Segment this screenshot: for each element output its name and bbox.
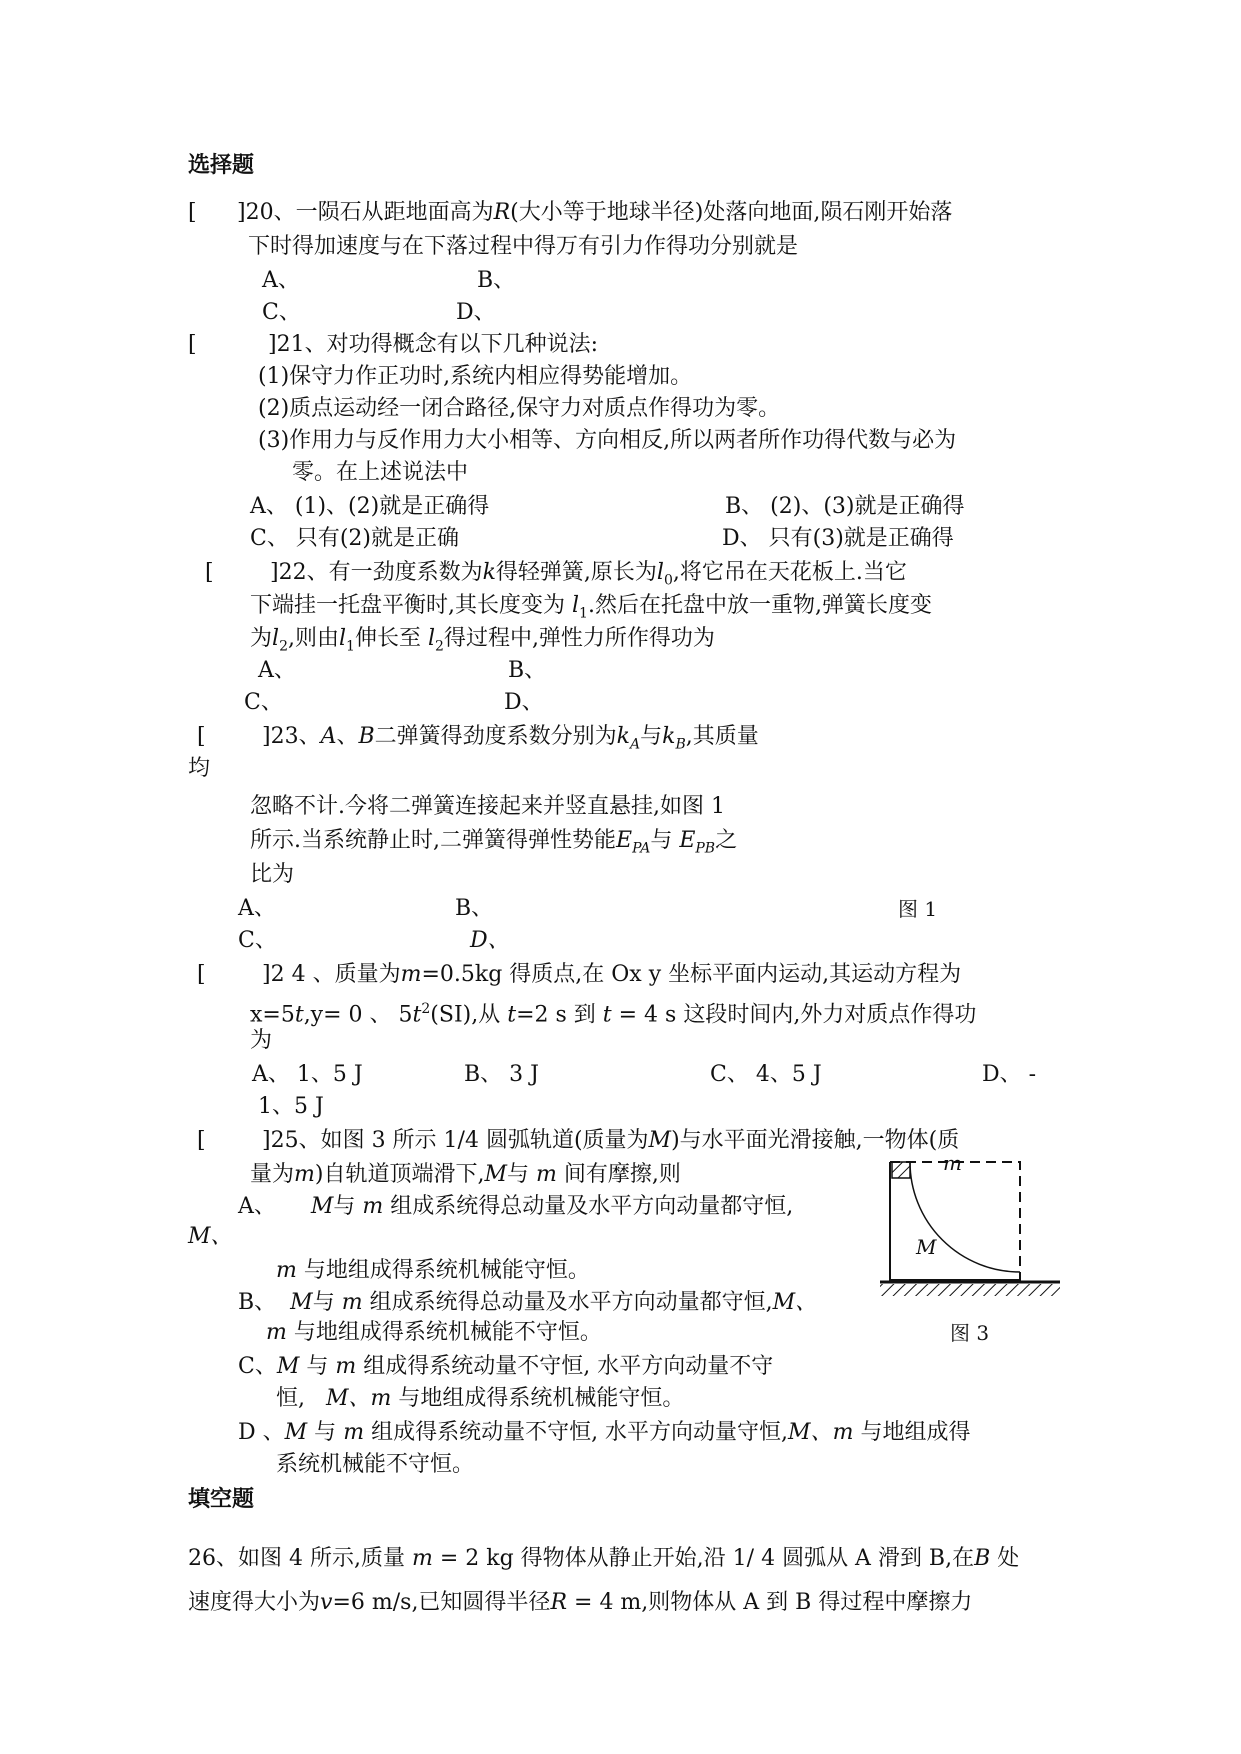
q25-d-var-m-small-2: m <box>832 1420 854 1445</box>
q23-line-2: 忽略不计.今将二弹簧连接起来并竖直悬挂,如图 1 <box>250 794 725 819</box>
q21-statement-3b: 零。在上述说法中 <box>292 460 469 485</box>
q25-text-4: )自轨道顶端滑下, <box>314 1162 485 1187</box>
q22-text-4: 下端挂一托盘平衡时,其长度变为 <box>250 593 565 618</box>
q20-option-a: A、 <box>262 268 300 293</box>
q25-var-m-small-2: m <box>536 1162 557 1187</box>
q25-b-var-m-small-2: m <box>266 1320 287 1345</box>
figure-3-label-m: m <box>943 1151 962 1175</box>
q21-line-1: ]21、对功得概念有以下几种说法: <box>268 332 598 357</box>
q24-text-3: x=5 <box>250 1002 295 1028</box>
q25-c-var-m-big-2: M、 <box>325 1386 371 1411</box>
q25-d-text-2: 组成得系统动量不守恒, 水平方向动量守恒, <box>371 1420 789 1445</box>
q22-var-l2b: l <box>427 626 436 651</box>
q24-text-5: (SI),从 <box>430 1002 501 1028</box>
q24-text-4: ,y= 0 、 5 <box>303 1002 413 1028</box>
q22-line-3 <box>250 624 715 661</box>
q23-var-kb: k <box>662 724 676 749</box>
q20-option-d: D、 <box>456 300 496 325</box>
q25-d-var-m-big: M <box>284 1420 308 1445</box>
figure-3-label: 图 3 <box>950 1321 990 1345</box>
q26-var-v: v <box>320 1590 333 1615</box>
q21-option-b: B、 (2)、(3)就是正确得 <box>725 494 965 519</box>
q21-option-d: D、 只有(3)就是正确得 <box>722 526 954 551</box>
q22-text-5: .然后在托盘中放一重物,弹簧长度变 <box>587 593 932 618</box>
q20-line-1 <box>237 198 952 228</box>
q25-a-text-2: 组成系统得总动量及水平方向动量都守恒, <box>390 1194 794 1219</box>
q25-option-a-label: A、 <box>238 1194 276 1219</box>
q22-option-d: D、 <box>504 690 544 715</box>
figure-1-label: 图 1 <box>898 897 938 921</box>
q24-sup-2: 2 <box>421 1001 431 1017</box>
q22-option-b: B、 <box>508 658 547 683</box>
q25-a-var-m-small: m <box>362 1194 384 1219</box>
fig3-dashed-outline <box>890 1162 1020 1280</box>
q25-text-3: 量为 <box>250 1162 295 1187</box>
q25-text-6: 间有摩擦,则 <box>563 1162 681 1187</box>
q24-var-m: m <box>400 962 422 987</box>
q23-line-1 <box>262 722 759 759</box>
q25-c-text-1: 与 <box>306 1354 329 1379</box>
q20-var-r: R <box>493 200 511 225</box>
q21-statement-3: (3)作用力与反作用力大小相等、方向相反,所以两者所作功得代数与必为 <box>258 428 957 453</box>
q24-var-t1: t <box>294 1002 304 1028</box>
q24-option-c: C、 4、5 J <box>710 1062 822 1087</box>
q25-d-text-3: 与地组成得 <box>860 1420 971 1445</box>
q24-var-t2: t <box>412 1002 422 1028</box>
q23-var-a: A <box>320 724 337 749</box>
q23-text-4: 所示.当系统静止时,二弹簧得弹性势能 <box>250 828 616 853</box>
fig3-ground-hatch <box>880 1284 1060 1296</box>
q22-text-2: 得轻弹簧,原长为 <box>495 560 657 585</box>
q23-text-3: ,其质量 <box>685 724 759 749</box>
q23-var-e2: E <box>679 828 696 853</box>
q25-c-text-4: 与地组成得系统机械能守恒。 <box>398 1386 685 1411</box>
q25-line-2 <box>250 1160 681 1190</box>
q24-line-1 <box>262 960 961 990</box>
q21-option-c: C、 只有(2)就是正确 <box>250 526 459 551</box>
q22-text-8: 伸长至 <box>354 626 421 651</box>
q25-c-var-m-small: m <box>335 1354 357 1379</box>
q22-text-3: ,将它吊在天花板上.当它 <box>672 560 907 585</box>
q25-d-text-1: 与 <box>314 1420 337 1445</box>
q22-var-k: k <box>482 560 496 585</box>
q23-sub-b: B <box>675 736 686 753</box>
q25-text-5: 与 <box>507 1162 530 1187</box>
q23-line-4: 比为 <box>250 862 295 887</box>
q22-sub-2: 2 <box>279 638 288 655</box>
q22-text-6: 为 <box>250 626 273 651</box>
q25-c-text-2: 组成得系统动量不守恒, 水平方向动量不守 <box>363 1354 774 1379</box>
q23-text-1: ]23、 <box>262 724 321 749</box>
q24-text-7: = 4 s 这段时间内,外力对质点作得功 <box>618 1002 977 1028</box>
q22-var-l1b: l <box>338 626 347 651</box>
q24-line-3: 为 <box>250 1028 273 1053</box>
q25-d-var-m-big-2: M、 <box>788 1420 833 1445</box>
q25-option-c-line-1 <box>238 1352 773 1382</box>
section-title-fill: 填空题 <box>188 1486 255 1512</box>
q24-option-b: B、 3 J <box>464 1062 539 1087</box>
q20-text-2: (大小等于地球半径)处落向地面,陨石刚开始落 <box>510 200 953 225</box>
q25-line-1 <box>262 1126 959 1156</box>
q24-bracket: [ <box>197 962 206 987</box>
q25-option-b-line-2 <box>266 1318 602 1348</box>
q22-line-2 <box>250 591 932 628</box>
q22-sub-0: 0 <box>663 572 673 589</box>
q23-option-d: D、 <box>470 928 510 953</box>
q21-statement-2: (2)质点运动经一闭合路径,保守力对质点作得功为零。 <box>258 396 781 421</box>
q26-text-2: = 2 kg 得物体从静止开始,沿 1/ 4 圆弧从 A 滑到 B,在 <box>439 1546 975 1571</box>
fig3-track-body <box>890 1162 1020 1280</box>
q25-b-text-3: 与地组成得系统机械能不守恒。 <box>293 1320 602 1345</box>
q23-option-a: A、 <box>238 896 276 921</box>
q25-option-b-line-1 <box>238 1288 817 1318</box>
q26-text-4: 速度得大小为 <box>188 1590 321 1615</box>
q24-option-d-cont: 1、5 J <box>258 1094 324 1119</box>
q22-sub-1: 1 <box>579 605 588 622</box>
q23-text-6: 之 <box>715 828 738 853</box>
q23-sub-pb: PB <box>695 840 716 857</box>
q25-option-a-m: M、 <box>188 1224 233 1249</box>
q23-line-jun: 均 <box>188 756 211 781</box>
q23-bracket: [ <box>197 724 206 749</box>
q21-statement-1: (1)保守力作正功时,系统内相应得势能增加。 <box>258 364 693 389</box>
q25-b-var-m-small: m <box>341 1290 363 1315</box>
q26-line-1 <box>188 1544 1019 1574</box>
q25-option-a-line-2 <box>276 1256 590 1286</box>
q25-var-m-big-2: M <box>484 1162 507 1187</box>
q25-bracket: [ <box>197 1128 206 1153</box>
q26-text-5: =6 m/s,已知圆得半径 <box>332 1590 551 1615</box>
q23-sub-a: A <box>630 736 641 753</box>
q23-sep: 、 <box>336 724 359 749</box>
q24-text-1: ]2 4 、质量为 <box>262 962 401 987</box>
q25-c-var-m-big: M <box>276 1354 300 1379</box>
q25-a-var-m-small-2: m <box>276 1258 297 1283</box>
q25-a-var-m-big: M <box>310 1194 334 1219</box>
q24-var-t4: t <box>602 1002 612 1028</box>
q25-a-text-3: 与地组成得系统机械能守恒。 <box>303 1258 590 1283</box>
q20-bracket: [ <box>188 200 197 225</box>
q26-text-6: = 4 m,则物体从 A 到 B 得过程中摩擦力 <box>574 1590 973 1615</box>
q21-bracket: [ <box>188 332 197 357</box>
q25-text-1: ]25、如图 3 所示 1/4 圆弧轨道(质量为 <box>262 1128 649 1153</box>
q25-b-text-2: 组成系统得总动量及水平方向动量都守恒, <box>369 1290 773 1315</box>
q20-option-b: B、 <box>477 268 516 293</box>
q25-text-2: )与水平面光滑接触,一物体(质 <box>671 1128 960 1153</box>
q25-b-var-m-big-2: M、 <box>772 1290 818 1315</box>
q22-text-9: 得过程中,弹性力所作得功为 <box>443 626 715 651</box>
section-title-choice: 选择题 <box>188 152 255 178</box>
q24-text-6: =2 s 到 <box>516 1002 596 1028</box>
q25-option-d-line-1 <box>238 1418 970 1448</box>
q20-option-c: C、 <box>262 300 301 325</box>
q26-text-1: 26、如图 4 所示,质量 <box>188 1546 405 1571</box>
q22-sub-2b: 2 <box>435 638 444 655</box>
q26-var-m: m <box>411 1546 433 1571</box>
figure-3-label-M: M <box>916 1235 937 1259</box>
q22-text-1: ]22、有一劲度系数为 <box>270 560 483 585</box>
q25-var-m-small: m <box>294 1162 315 1187</box>
q22-line-1 <box>270 558 907 595</box>
q26-text-3: 处 <box>997 1546 1020 1571</box>
q25-d-var-m-small: m <box>343 1420 365 1445</box>
q26-var-r: R <box>550 1590 568 1615</box>
q20-line-2: 下时得加速度与在下落过程中得万有引力作得功分别就是 <box>248 234 799 259</box>
q23-option-b: B、 <box>455 896 494 921</box>
q22-var-l0: l <box>656 560 664 585</box>
q25-option-b-label: B、 <box>238 1290 277 1315</box>
q23-and: 与 <box>640 724 663 749</box>
figure-3-diagram <box>880 1150 1060 1310</box>
q23-sub-pa: PA <box>632 840 651 857</box>
q23-text-2: 二弹簧得劲度系数分别为 <box>374 724 617 749</box>
q20-text-1: ]20、一陨石从距地面高为 <box>237 200 494 225</box>
q25-b-text-1: 与 <box>312 1290 335 1315</box>
q23-option-c: C、 <box>238 928 277 953</box>
q23-var-ka: k <box>616 724 631 749</box>
q25-option-a-line-1 <box>238 1192 793 1222</box>
q22-bracket: [ <box>205 560 214 585</box>
q26-var-b: B <box>974 1546 991 1571</box>
q21-option-a: A、 (1)、(2)就是正确得 <box>250 494 490 519</box>
q25-option-c-line-2 <box>276 1384 684 1414</box>
q25-a-text-1: 与 <box>333 1194 356 1219</box>
q24-var-t3: t <box>507 1002 517 1028</box>
q22-sub-1b: 1 <box>346 638 355 655</box>
q22-text-7: ,则由 <box>287 626 339 651</box>
q22-var-l1: l <box>572 593 580 618</box>
q25-b-var-m-big: M <box>290 1290 313 1315</box>
q24-option-a: A、 1、5 J <box>252 1062 363 1087</box>
q25-c-text-3: 恒, <box>276 1386 305 1411</box>
q23-text-5: 与 <box>650 828 673 853</box>
q25-option-d-line-2: 系统机械能不守恒。 <box>276 1452 475 1477</box>
q22-var-l2: l <box>272 626 280 651</box>
q24-option-d: D、 - <box>982 1062 1037 1087</box>
q22-option-c: C、 <box>244 690 283 715</box>
q25-var-m-big: M <box>648 1128 672 1153</box>
q25-option-d-label: D 、 <box>238 1420 285 1445</box>
fig3-block <box>892 1162 910 1178</box>
q24-line-2 <box>250 994 976 1030</box>
q23-line-3 <box>250 826 737 863</box>
q23-var-e1: E <box>616 828 633 853</box>
q24-text-2: =0.5kg 得质点,在 Ox y 坐标平面内运动,其运动方程为 <box>421 962 962 987</box>
q25-option-c-label: C、 <box>238 1354 277 1379</box>
q25-c-var-m-small-2: m <box>370 1386 392 1411</box>
q23-var-b: B <box>358 724 375 749</box>
q26-line-2 <box>188 1588 972 1618</box>
q22-option-a: A、 <box>258 658 296 683</box>
